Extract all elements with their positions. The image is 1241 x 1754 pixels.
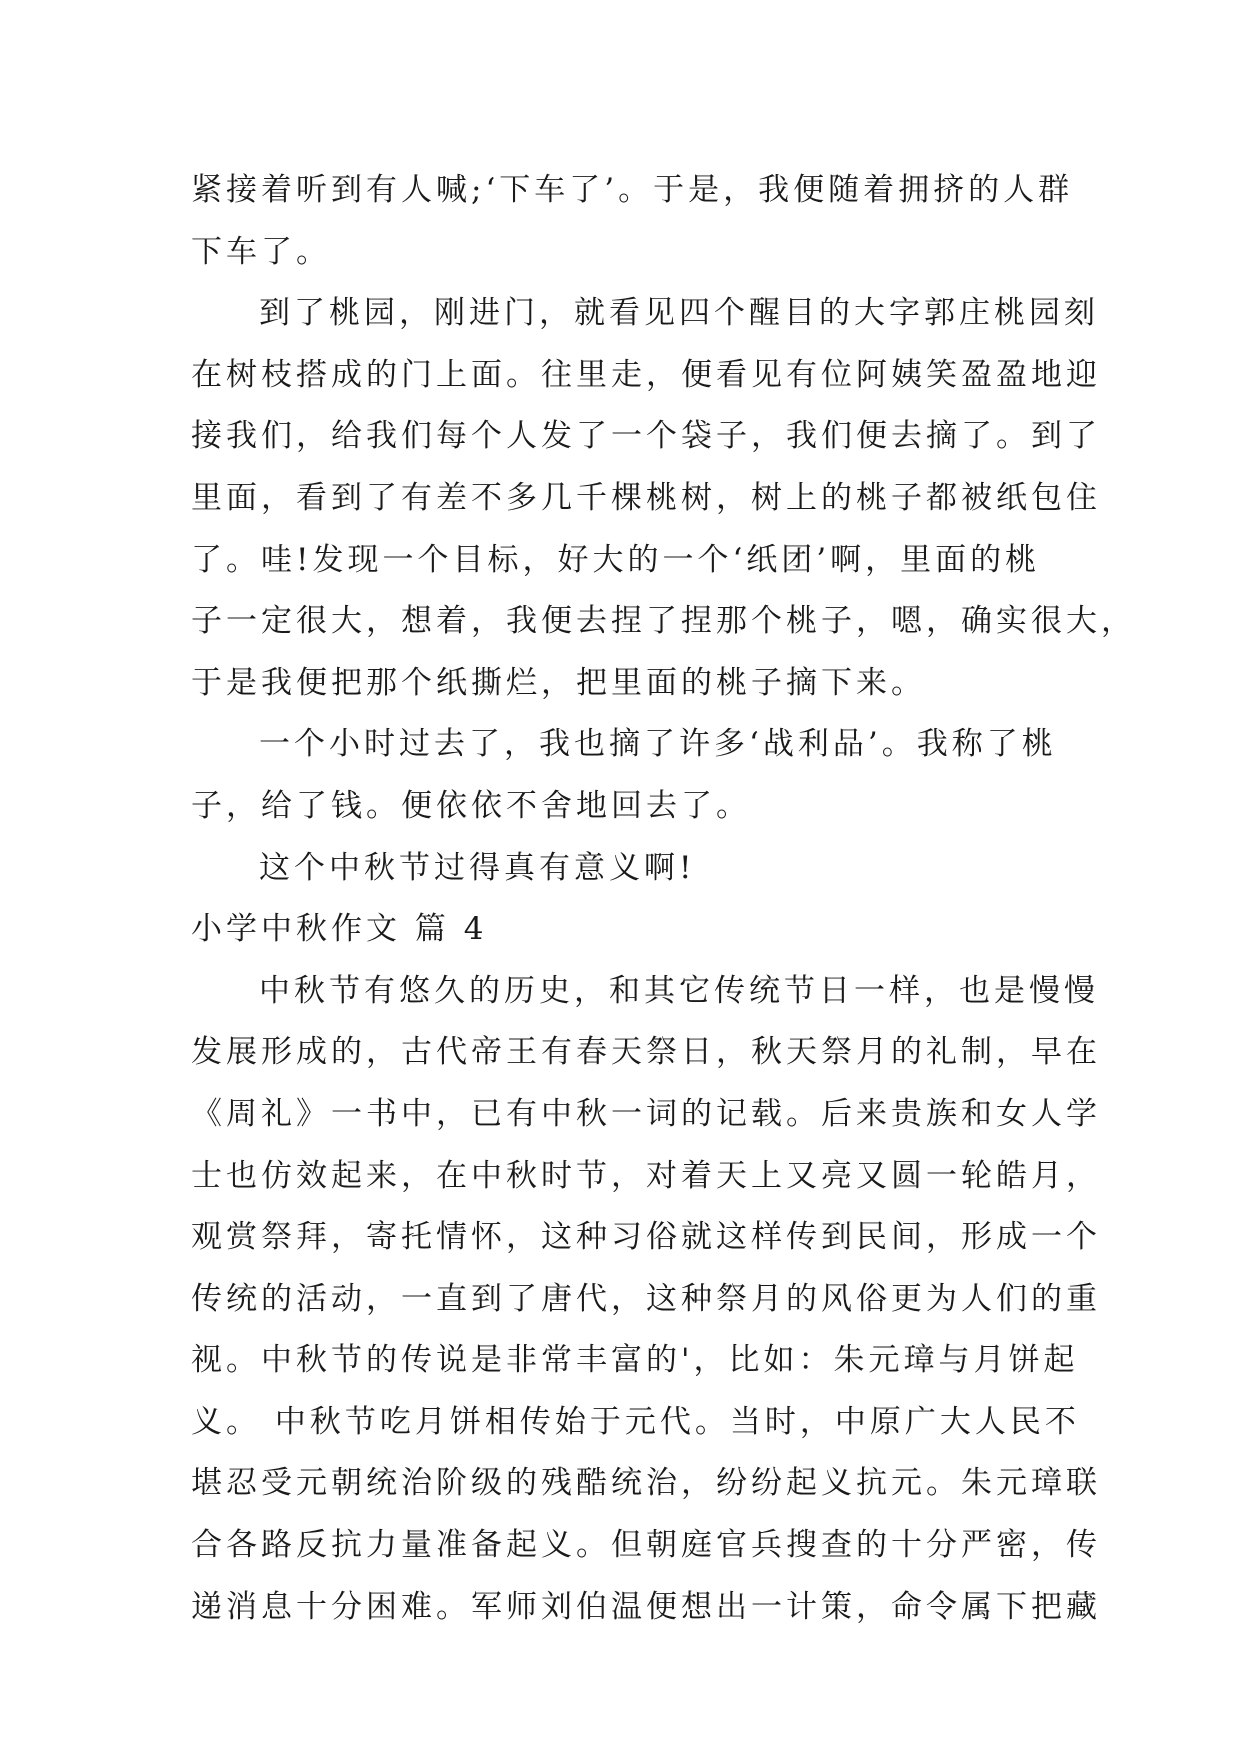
text-line: 了。哇!发现一个目标，好大的一个‘纸团’啊，里面的桃 <box>191 541 1041 578</box>
text-line: 发展形成的，古代帝王有春天祭日，秋天祭月的礼制，早在 <box>191 1034 1101 1071</box>
paragraph-start-line: 一个小时过去了，我也摘了许多‘战利品’。我称了桃 <box>259 726 1057 763</box>
text-line: 视。中秋节的传说是非常丰富的'，比如：朱元璋与月饼起 <box>191 1342 1079 1379</box>
text-line: 在树枝搭成的门上面。往里走，便看见有位阿姨笑盈盈地迎 <box>191 356 1101 393</box>
text-line: 紧接着听到有人喊;‘下车了’。于是，我便随着拥挤的人群 <box>191 172 1074 208</box>
text-line: 里面，看到了有差不多几千棵桃树，树上的桃子都被纸包住 <box>191 479 1101 516</box>
section-heading: 小学中秋作文 篇 4 <box>191 911 488 948</box>
paragraph-start-line: 中秋节有悠久的历史，和其它传统节日一样，也是慢慢 <box>259 972 1099 1009</box>
text-line: 合各路反抗力量准备起义。但朝庭官兵搜查的十分严密，传 <box>191 1527 1101 1564</box>
text-line: 接我们，给我们每个人发了一个袋子，我们便去摘了。到了 <box>191 418 1101 455</box>
paragraph-start-line: 这个中秋节过得真有意义啊! <box>259 849 696 886</box>
essay-body <box>191 160 1136 1638</box>
text-line: 堪忍受元朝统治阶级的残酷统治，纷纷起义抗元。朱元璋联 <box>191 1465 1101 1502</box>
text-line: 子一定很大，想着，我便去捏了捏那个桃子，嗯，确实很大， <box>191 603 1136 640</box>
paragraph-start-line: 到了桃园，刚进门，就看见四个醒目的大字郭庄桃园刻 <box>259 295 1099 332</box>
text-line: 递消息十分困难。军师刘伯温便想出一计策，命令属下把藏 <box>191 1588 1101 1625</box>
text-line: 观赏祭拜，寄托情怀，这种习俗就这样传到民间，形成一个 <box>191 1219 1101 1256</box>
text-line: 子，给了钱。便依依不舍地回去了。 <box>191 787 751 824</box>
text-line: 下车了。 <box>191 233 331 270</box>
text-line: 于是我便把那个纸撕烂，把里面的桃子摘下来。 <box>191 664 926 701</box>
text-line: 传统的活动，一直到了唐代，这种祭月的风俗更为人们的重 <box>191 1280 1101 1317</box>
text-line: 《周礼》一书中，已有中秋一词的记载。后来贵族和女人学 <box>191 1095 1101 1132</box>
text-line: 义。 中秋节吃月饼相传始于元代。当时，中原广大人民不 <box>191 1403 1080 1440</box>
text-line: 士也仿效起来，在中秋时节，对着天上又亮又圆一轮皓月， <box>191 1157 1101 1194</box>
